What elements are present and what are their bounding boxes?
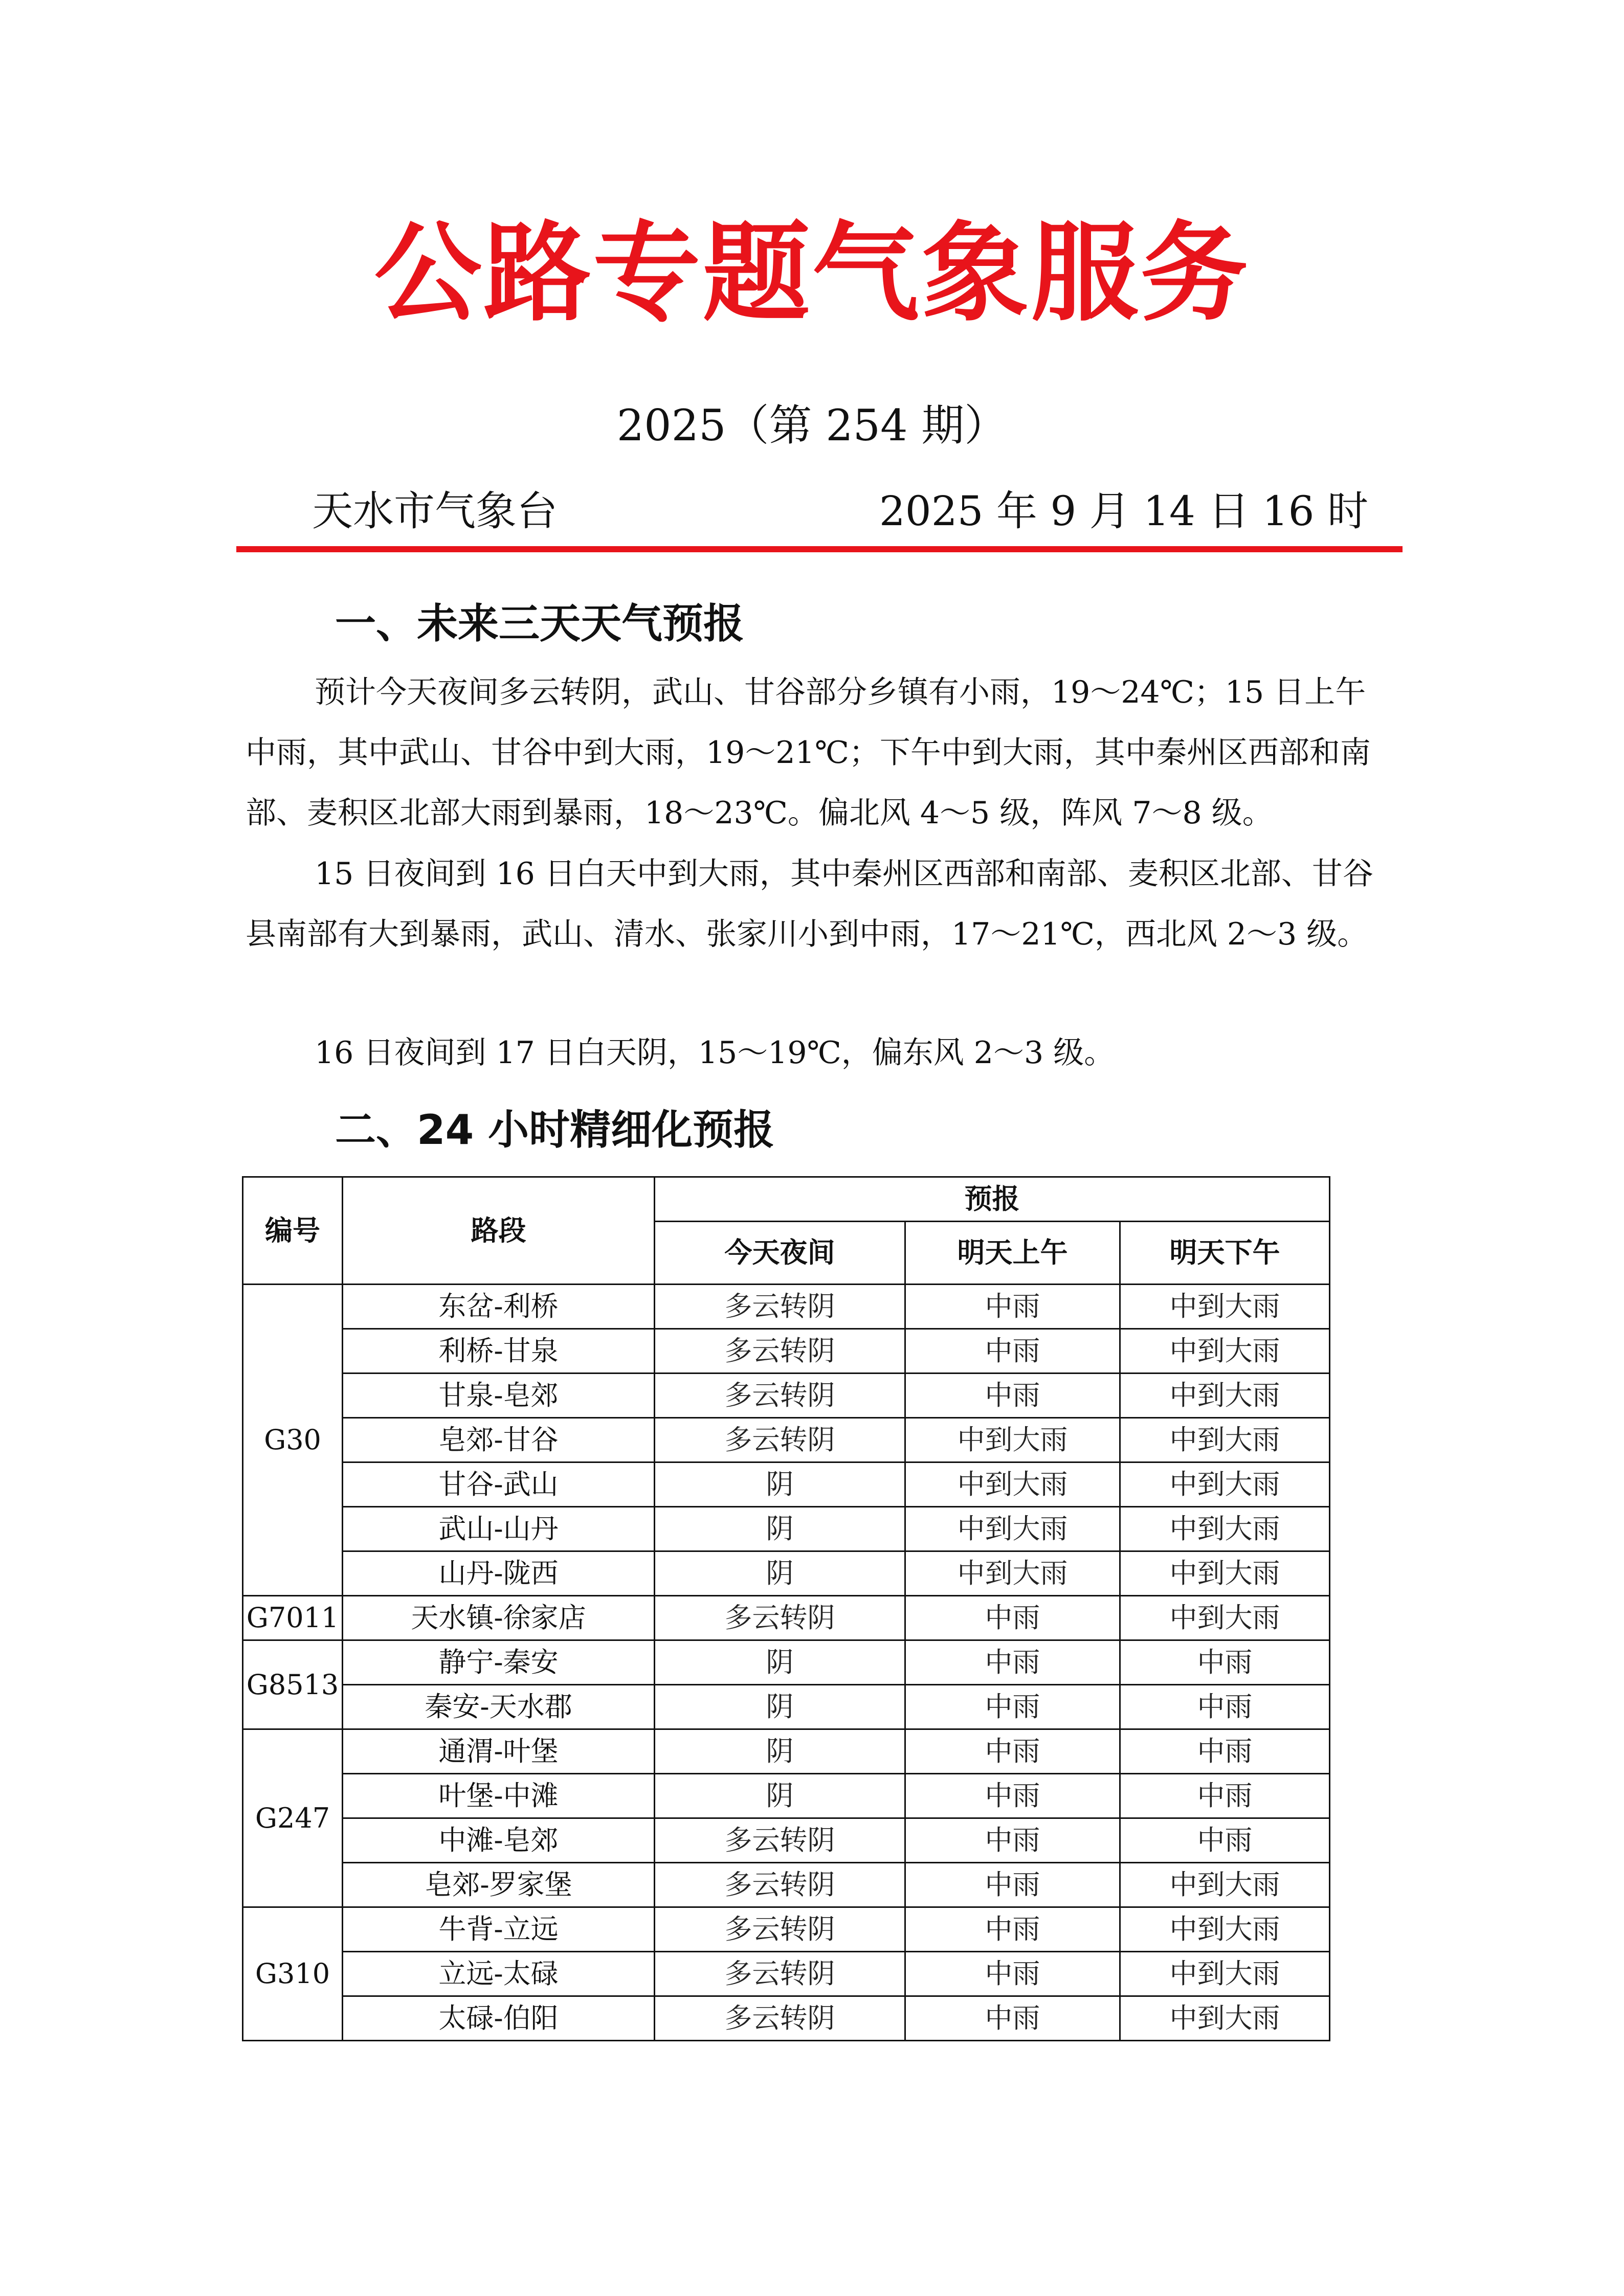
forecast-paragraph: 15 日夜间到 16 日白天中到大雨，其中秦州区西部和南部、麦积区北部、甘谷县南部有大到暴雨，武山、清水、张家川小到中雨，17～21℃，西北风 2～3 级。 [246,856,1373,952]
morning-cell: 中雨 [905,1774,1120,1818]
table-row [243,1729,1330,1774]
road-code-cell: G30 [243,1285,343,1596]
table-row [243,1551,1330,1596]
table-row [243,1374,1330,1418]
section-heading-forecast: 一、未来三天天气预报 [335,600,744,647]
segment-cell: 中滩-皂郊 [343,1818,655,1863]
tonight-cell: 阴 [655,1729,905,1774]
afternoon-cell: 中到大雨 [1120,1596,1330,1640]
section-heading-detailed: 二、24 小时精细化预报 [335,1106,775,1154]
table-row [243,1462,1330,1507]
tonight-cell: 多云转阴 [655,1818,905,1863]
table-row [243,1329,1330,1374]
afternoon-cell: 中到大雨 [1120,1462,1330,1507]
segment-cell: 太碌-伯阳 [343,1996,655,2041]
forecast-table-body [243,1285,1330,2041]
header-tonight: 今天夜间 [655,1222,905,1285]
header-divider [236,546,1403,552]
segment-cell: 武山-山丹 [343,1507,655,1551]
afternoon-cell: 中雨 [1120,1729,1330,1774]
table-row [243,1952,1330,1996]
header-code: 编号 [243,1177,343,1285]
morning-cell: 中雨 [905,1640,1120,1685]
tonight-cell: 阴 [655,1462,905,1507]
afternoon-cell: 中到大雨 [1120,1907,1330,1952]
tonight-cell: 多云转阴 [655,1952,905,1996]
afternoon-cell: 中到大雨 [1120,1863,1330,1907]
table-row [243,1507,1330,1551]
issue-number: 2025（第 254 期） [616,400,1008,451]
afternoon-cell: 中雨 [1120,1685,1330,1729]
afternoon-cell: 中到大雨 [1120,1374,1330,1418]
morning-cell: 中雨 [905,1818,1120,1863]
table-row [243,1774,1330,1818]
header-tomorrow-morning: 明天上午 [905,1222,1120,1285]
road-code-cell: G7011 [243,1596,343,1640]
afternoon-cell: 中到大雨 [1120,1551,1330,1596]
morning-cell: 中到大雨 [905,1418,1120,1462]
table-row [243,1863,1330,1907]
header-forecast: 预报 [655,1177,1330,1222]
morning-cell: 中雨 [905,1863,1120,1907]
morning-cell: 中雨 [905,1285,1120,1329]
afternoon-cell: 中到大雨 [1120,1329,1330,1374]
afternoon-cell: 中雨 [1120,1640,1330,1685]
segment-cell: 甘谷-武山 [343,1462,655,1507]
table-row [243,1596,1330,1640]
tonight-cell: 阴 [655,1685,905,1729]
table-row [243,1640,1330,1685]
segment-cell: 天水镇-徐家店 [343,1596,655,1640]
morning-cell: 中雨 [905,1907,1120,1952]
segment-cell: 皂郊-甘谷 [343,1418,655,1462]
morning-cell: 中雨 [905,1996,1120,2041]
table-row [243,1685,1330,1729]
segment-cell: 立远-太碌 [343,1952,655,1996]
forecast-paragraph: 16 日夜间到 17 日白天阴，15～19℃，偏东风 2～3 级。 [315,1035,1115,1071]
tonight-cell: 多云转阴 [655,1374,905,1418]
table-row [243,1418,1330,1462]
header-segment: 路段 [343,1177,655,1285]
morning-cell: 中雨 [905,1952,1120,1996]
morning-cell: 中到大雨 [905,1462,1120,1507]
afternoon-cell: 中到大雨 [1120,1418,1330,1462]
tonight-cell: 多云转阴 [655,1285,905,1329]
segment-cell: 山丹-陇西 [343,1551,655,1596]
afternoon-cell: 中到大雨 [1120,1285,1330,1329]
afternoon-cell: 中雨 [1120,1774,1330,1818]
morning-cell: 中到大雨 [905,1507,1120,1551]
issue-datetime: 2025 年 9 月 14 日 16 时 [879,487,1368,535]
table-row [243,1907,1330,1952]
tonight-cell: 阴 [655,1507,905,1551]
tonight-cell: 多云转阴 [655,1329,905,1374]
afternoon-cell: 中雨 [1120,1818,1330,1863]
morning-cell: 中雨 [905,1685,1120,1729]
segment-cell: 东岔-利桥 [343,1285,655,1329]
morning-cell: 中雨 [905,1596,1120,1640]
segment-cell: 牛背-立远 [343,1907,655,1952]
header-tomorrow-afternoon: 明天下午 [1120,1222,1330,1285]
morning-cell: 中到大雨 [905,1551,1120,1596]
tonight-cell: 多云转阴 [655,1907,905,1952]
table-row [243,1285,1330,1329]
segment-cell: 静宁-秦安 [343,1640,655,1685]
segment-cell: 叶堡-中滩 [343,1774,655,1818]
morning-cell: 中雨 [905,1374,1120,1418]
afternoon-cell: 中到大雨 [1120,1507,1330,1551]
document-title: 公路专题气象服务 [374,211,1250,336]
morning-cell: 中雨 [905,1729,1120,1774]
segment-cell: 利桥-甘泉 [343,1329,655,1374]
afternoon-cell: 中到大雨 [1120,1952,1330,1996]
tonight-cell: 多云转阴 [655,1418,905,1462]
detailed-forecast-table [242,1176,1330,2041]
afternoon-cell: 中到大雨 [1120,1996,1330,2041]
issuing-organization: 天水市气象台 [312,487,558,535]
segment-cell: 皂郊-罗家堡 [343,1863,655,1907]
tonight-cell: 多云转阴 [655,1996,905,2041]
road-code-cell: G247 [243,1729,343,1907]
tonight-cell: 多云转阴 [655,1863,905,1907]
road-code-cell: G8513 [243,1640,343,1729]
tonight-cell: 阴 [655,1640,905,1685]
tonight-cell: 阴 [655,1774,905,1818]
table-row [243,1818,1330,1863]
tonight-cell: 阴 [655,1551,905,1596]
segment-cell: 通渭-叶堡 [343,1729,655,1774]
road-code-cell: G310 [243,1907,343,2041]
forecast-paragraph: 预计今天夜间多云转阴，武山、甘谷部分乡镇有小雨，19～24℃；15 日上午中雨，其中武山、甘谷中到大雨，19～21℃；下午中到大雨，其中秦州区西部和南部、麦积区北部大雨到暴雨，18～23℃。偏北风 4～5 级，阵风 7～8 级。 [246,674,1371,831]
morning-cell: 中雨 [905,1329,1120,1374]
segment-cell: 秦安-天水郡 [343,1685,655,1729]
segment-cell: 甘泉-皂郊 [343,1374,655,1418]
table-row [243,1996,1330,2041]
tonight-cell: 多云转阴 [655,1596,905,1640]
